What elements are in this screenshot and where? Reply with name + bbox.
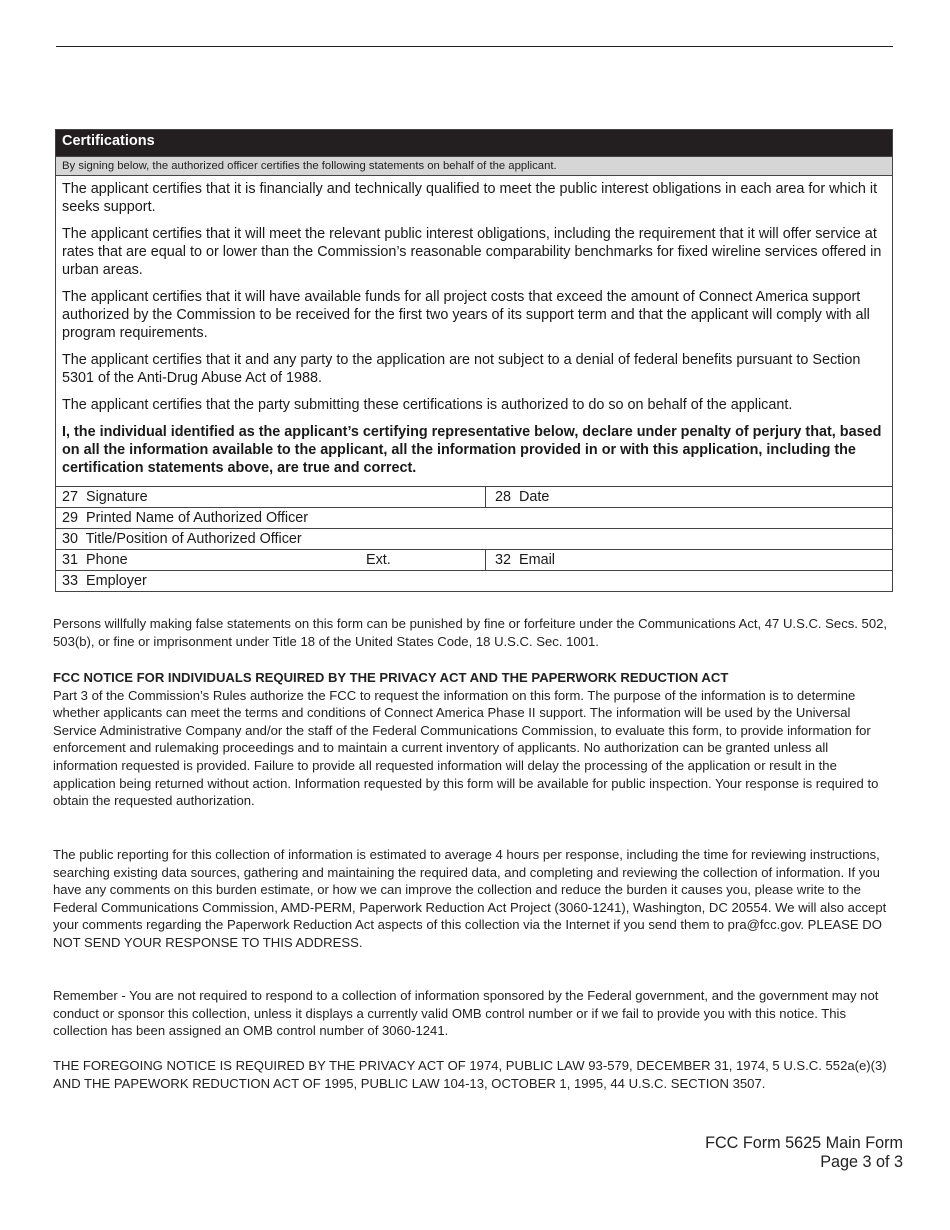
false-statements-notice [53, 615, 893, 650]
remember-notice [53, 987, 893, 1040]
field-label: Signature [86, 489, 148, 505]
phone-ext-label: Ext. [366, 552, 391, 568]
remember-notice-text: Remember - You are not required to respond to a collection of information sponsored by the Federal government, and the government may not conduct or sponsor this collection, unless it displays a currently valid OMB control number or if we fail to provide you with this notice. This collection has been assigned an OMB control number of 3060-1241. [53, 988, 879, 1039]
burden-notice [53, 846, 893, 952]
certification-statement: The applicant certifies that it and any party to the application are not subject to a denial of federal benefits pursuant to Section 5301 of the Anti-Drug Abuse Act of 1988. [62, 352, 861, 386]
title-field[interactable] [56, 529, 892, 549]
burden-notice-text: The public reporting for this collection of information is estimated to average 4 hours per response, including the time for reviewing instructions, searching existing data sources, gathering and maintaining the required data, and completing and reviewing the collection of information. If you have any comments on this burden estimate, or how we can improve the collection and reduce the burden it causes you, please write to the Federal Communications Commission, AMD-PERM, Paperwork Reduction Act Project (3060-1241), Washington, DC 20554. We will also accept your comments regarding the Paperwork Reduction Act aspects of this collection via the Internet if you send them to pra@fcc.gov. PLEASE DO NOT SEND YOUR RESPONSE TO THIS ADDRESS. [53, 847, 887, 950]
date-field[interactable] [486, 487, 892, 507]
phone-field[interactable] [56, 550, 486, 570]
printed-name-row [56, 507, 892, 528]
phone-email-row [56, 549, 892, 570]
page-number: Page 3 of 3 [820, 1153, 903, 1171]
field-number: 27 [62, 489, 79, 505]
certifications-subheader: By signing below, the authorized officer certifies the following statements on behalf of the applicant. [56, 156, 892, 176]
field-label: Email [519, 552, 555, 568]
privacy-notice-body: Part 3 of the Commission’s Rules authorize the FCC to request the information on this form. The purpose of the information is to determine whether applicants can meet the terms and conditions of Connect America Phase II support. The information will be used by the Universal Service Administrative Company and/or the staff of the Federal Communications Commission, to evaluate this form, to provide information for enforcement and rulemaking proceedings and to maintain a current inventory of applicants. No authorization can be granted unless all information requested is provided. Failure to provide all requested information will delay the processing of the application or result in the application being returned without action. Information requested by this form will be available for public inspection. Your response is required to obtain the requested authorization. [53, 687, 879, 809]
field-label: Printed Name of Authorized Officer [86, 510, 309, 526]
privacy-notice [53, 669, 893, 810]
top-rule [56, 46, 893, 47]
page-footer [705, 1134, 903, 1172]
privacy-notice-heading: FCC NOTICE FOR INDIVIDUALS REQUIRED BY THE PRIVACY ACT AND THE PAPERWORK REDUCTION ACT [53, 670, 729, 685]
field-label: Title/Position of Authorized Officer [85, 531, 302, 547]
signature-date-row [56, 486, 892, 507]
printed-name-field[interactable] [56, 508, 892, 528]
foregoing-notice [53, 1057, 893, 1092]
field-label: Phone [86, 552, 128, 568]
field-number: 33 [62, 573, 79, 589]
email-field[interactable] [486, 550, 892, 570]
foregoing-notice-text: THE FOREGOING NOTICE IS REQUIRED BY THE PRIVACY ACT OF 1974, PUBLIC LAW 93-579, DECEMBER 31, 1974, 5 U.S.C. 552a(e)(3) AND THE PAPEWORK REDUCTION ACT OF 1995, PUBLIC LAW 104-13, OCTOBER 1, 1995, 44 U.S.C. SECTION 3507. [53, 1058, 887, 1091]
employer-row [56, 570, 892, 591]
certifications-header: Certifications [56, 130, 892, 156]
perjury-declaration: I, the individual identified as the applicant’s certifying representative below, declare under penalty of perjury that, based on all the information available to the applicant, all the information provided in or with this application, including the certification statements above, are true and correct. [62, 424, 882, 476]
certification-statement: The applicant certifies that it will have available funds for all project costs that exceed the amount of Connect America support authorized by the Commission to be received for the first two years of its support term and that the applicant will comply with all program requirements. [62, 289, 870, 341]
signature-field[interactable] [56, 487, 486, 507]
field-label: Employer [86, 573, 147, 589]
field-number: 30 [62, 531, 79, 547]
field-number: 28 [495, 489, 512, 505]
field-number: 31 [62, 552, 79, 568]
certification-statement: The applicant certifies that it will meet the relevant public interest obligations, including the requirement that it will offer service at rates that are equal to or lower than the Commission’s reasonable comparability benchmarks for fixed wireline services offered in urban areas. [62, 226, 882, 278]
field-number: 32 [495, 552, 512, 568]
certifications-body [56, 176, 892, 486]
certification-statement: The applicant certifies that it is financially and technically qualified to meet the public interest obligations in each area for which it seeks support. [62, 181, 878, 215]
false-statements-text: Persons willfully making false statements on this form can be punished by fine or forfeiture under the Communications Act, 47 U.S.C. Secs. 502, 503(b), or fine or imprisonment under Title 18 of the United States Code, 18 U.S.C. Sec. 1001. [53, 616, 888, 649]
title-row [56, 528, 892, 549]
employer-field[interactable] [56, 571, 892, 591]
field-number: 29 [62, 510, 79, 526]
certification-statement: The applicant certifies that the party submitting these certifications is authorized to do so on behalf of the applicant. [62, 397, 793, 413]
certifications-section [55, 129, 893, 592]
field-label: Date [519, 489, 550, 505]
form-name: FCC Form 5625 Main Form [705, 1134, 903, 1152]
